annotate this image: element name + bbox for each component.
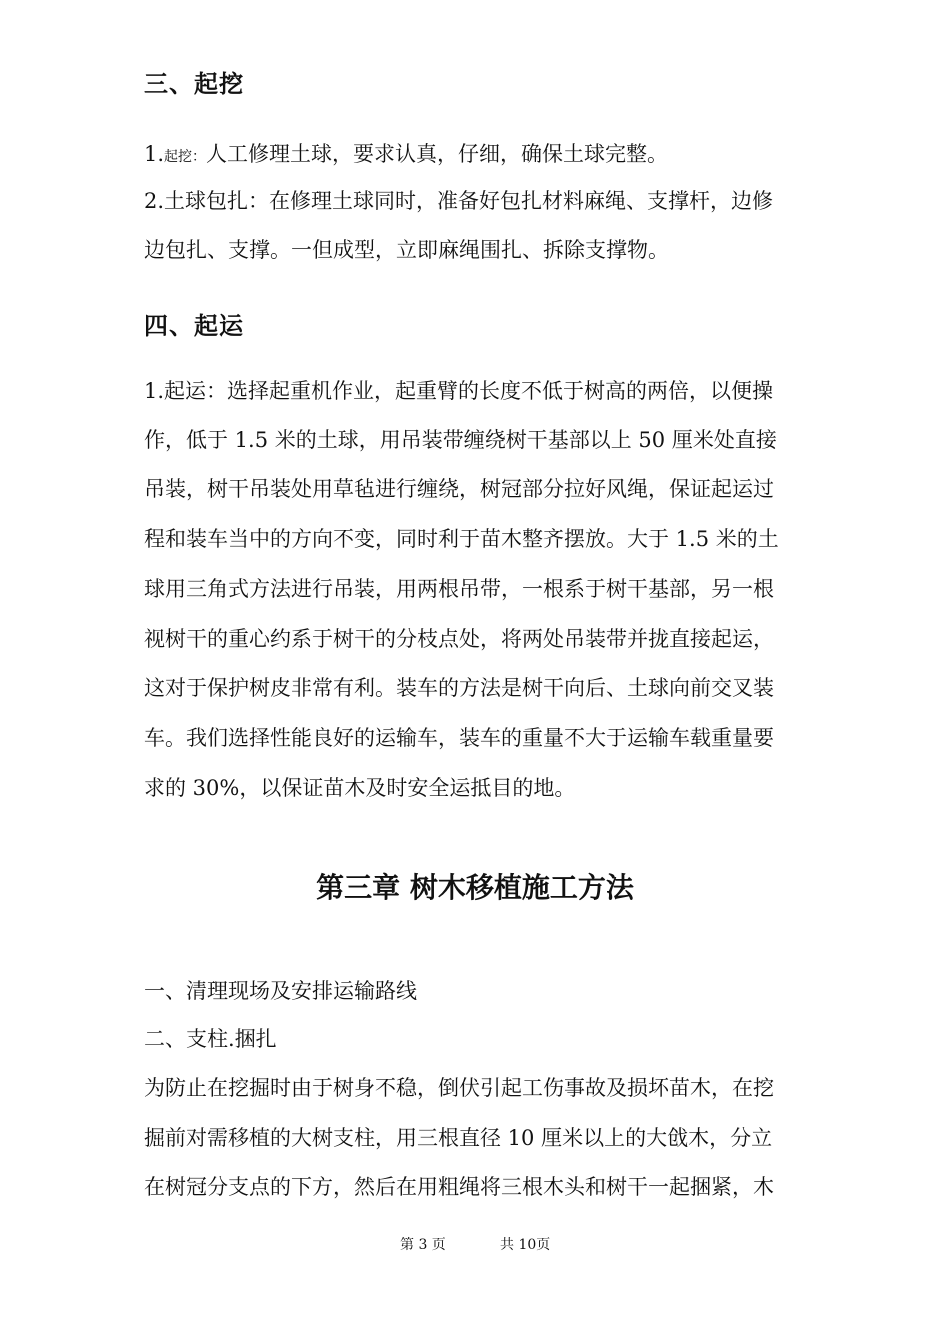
page-number: 第 3 页 <box>400 1237 446 1253</box>
paragraph-line: 边包扎、支撑。一但成型，立即麻绳围扎、拆除支撑物。 <box>144 238 669 262</box>
paragraph-line: 这对于保护树皮非常有利。装车的方法是树干向后、土球向前交叉装 <box>144 676 774 700</box>
paragraph-line: 二、支柱.捆扎 <box>144 1027 277 1051</box>
item-text: 人工修理土球，要求认真，仔细，确保土球完整。 <box>206 142 669 166</box>
paragraph-line: 一、清理现场及安排运输路线 <box>144 979 417 1003</box>
paragraph-line: 掘前对需移植的大树支柱，用三根直径 10 厘米以上的大戗木，分立 <box>144 1126 773 1150</box>
paragraph-line <box>144 142 824 169</box>
item-term: 起挖： <box>164 149 207 165</box>
paragraph-line: 求的 30%，以保证苗木及时安全运抵目的地。 <box>144 776 576 800</box>
section-heading-transport: 四、起运 <box>144 312 244 340</box>
paragraph-line: 作，低于 1.5 米的土球，用吊装带缠绕树干基部以上 50 厘米处直接 <box>144 428 777 452</box>
paragraph-line: 在树冠分支点的下方，然后在用粗绳将三根木头和树干一起捆紧，木 <box>144 1175 774 1199</box>
paragraph-line: 1.起运：选择起重机作业，起重臂的长度不低于树高的两倍，以便操 <box>144 379 774 403</box>
paragraph-line: 为防止在挖掘时由于树身不稳，倒伏引起工伤事故及损坏苗木，在挖 <box>144 1076 774 1100</box>
paragraph-line: 车。我们选择性能良好的运输车，装车的重量不大于运输车载重量要 <box>144 726 774 750</box>
paragraph-line: 程和装车当中的方向不变，同时利于苗木整齐摆放。大于 1.5 米的土 <box>144 527 779 551</box>
paragraph-line: 球用三角式方法进行吊装，用两根吊带，一根系于树干基部，另一根 <box>144 577 774 601</box>
section-heading-excavation: 三、起挖 <box>144 70 244 98</box>
paragraph-line: 视树干的重心约系于树干的分枝点处，将两处吊装带并拢直接起运， <box>144 627 774 651</box>
page-total: 共 10页 <box>500 1237 551 1253</box>
item-number: 1. <box>144 142 165 166</box>
paragraph-line: 2.土球包扎：在修理土球同时，准备好包扎材料麻绳、支撑杆，边修 <box>144 189 774 213</box>
paragraph-line: 吊装，树干吊装处用草毡进行缠绕，树冠部分拉好风绳，保证起运过 <box>144 477 774 501</box>
chapter-title: 第三章 树木移植施工方法 <box>316 871 634 904</box>
